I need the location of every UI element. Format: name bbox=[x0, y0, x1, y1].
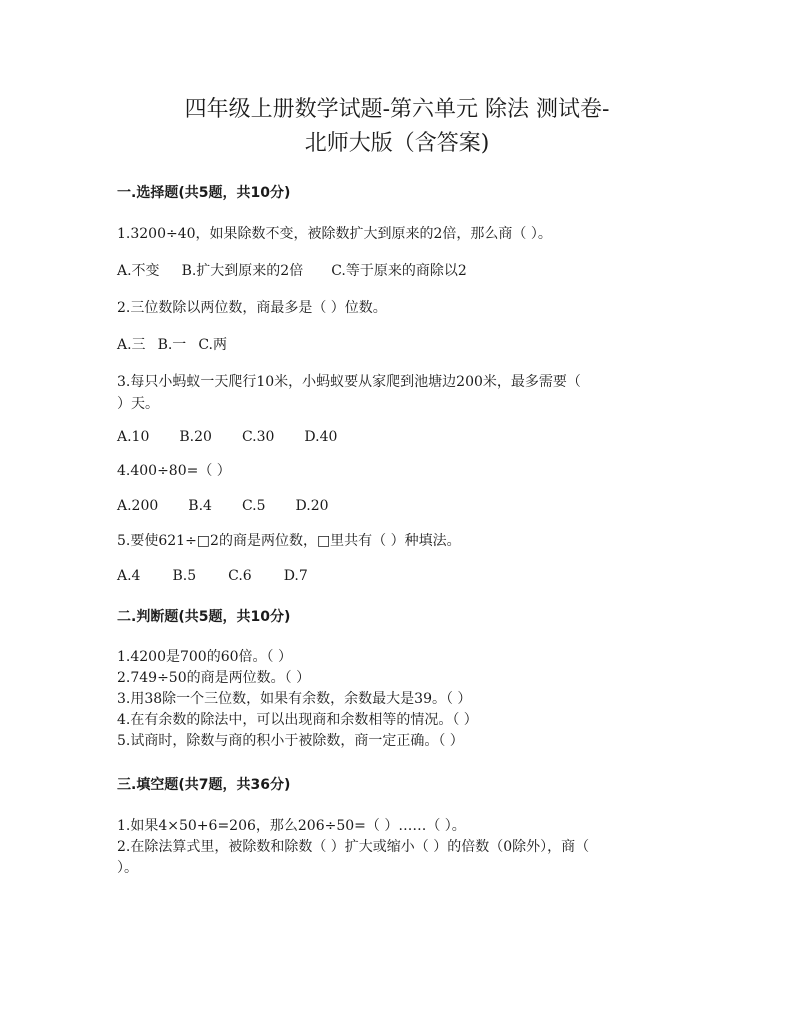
judge-item-5: 5.试商时，除数与商的积小于被除数，商一定正确。（ ） bbox=[117, 733, 464, 749]
option-a: A.200 bbox=[117, 498, 159, 514]
judge-item-1: 1.4200是700的60倍。（ ） bbox=[117, 649, 292, 665]
fill-question-1: 1.如果4×50+6=206，那么206÷50=（ ）……（ ）。 bbox=[117, 818, 466, 834]
option-c: C.6 bbox=[228, 568, 252, 584]
question-1-options bbox=[117, 261, 467, 281]
page-title-line-2: 北师大版（含答案) bbox=[304, 131, 490, 156]
question-2-options bbox=[117, 335, 227, 355]
option-a: A.三 bbox=[117, 337, 146, 353]
question-3-text-line-1: 3.每只小蚂蚁一天爬行10米，小蚂蚁要从家爬到池塘边200米，最多需要（ bbox=[117, 374, 581, 390]
option-b: B.一 bbox=[157, 337, 187, 353]
question-5-options bbox=[117, 566, 308, 586]
question-3-text-line-2: ）天。 bbox=[117, 396, 159, 412]
question-5-text: 5.要使621÷□2的商是两位数，□里共有（ ）种填法。 bbox=[117, 533, 461, 549]
option-c: C.等于原来的商除以2 bbox=[331, 263, 467, 279]
option-b: B.5 bbox=[172, 568, 197, 584]
option-c: C.30 bbox=[241, 429, 275, 445]
question-3-options bbox=[117, 427, 337, 447]
option-c: C.5 bbox=[241, 498, 266, 514]
option-a: A.10 bbox=[117, 429, 150, 445]
question-2-text: 2.三位数除以两位数，商最多是（ ）位数。 bbox=[117, 300, 387, 316]
judge-item-4: 4.在有余数的除法中，可以出现商和余数相等的情况。（ ） bbox=[117, 712, 478, 728]
judge-item-2: 2.749÷50的商是两位数。（ ） bbox=[117, 670, 311, 686]
section-heading-choice: 一.选择题(共5题，共10分) bbox=[117, 185, 291, 201]
question-1-text: 1.3200÷40，如果除数不变，被除数扩大到原来的2倍，那么商（ ）。 bbox=[117, 226, 552, 242]
option-b: B.扩大到原来的2倍 bbox=[181, 263, 304, 279]
option-a: A.不变 bbox=[117, 263, 160, 279]
question-4-options bbox=[117, 496, 329, 516]
option-d: D.20 bbox=[295, 498, 329, 514]
section-heading-fill: 三.填空题(共7题，共36分) bbox=[117, 777, 291, 793]
option-d: D.40 bbox=[304, 429, 338, 445]
section-heading-judge: 二.判断题(共5题，共10分) bbox=[117, 609, 291, 625]
page-title-line-1: 四年级上册数学试题-第六单元 除法 测试卷- bbox=[184, 97, 610, 122]
option-a: A.4 bbox=[117, 568, 141, 584]
judge-item-3: 3.用38除一个三位数，如果有余数，余数最大是39。（ ） bbox=[117, 691, 472, 707]
fill-question-2-line-1: 2.在除法算式里，被除数和除数（ ）扩大或缩小（ ）的倍数（0除外），商（ bbox=[117, 839, 590, 855]
question-4-text: 4.400÷80=（ ） bbox=[117, 463, 231, 479]
fill-question-2-line-2: ）。 bbox=[117, 860, 138, 876]
option-d: D.7 bbox=[283, 568, 308, 584]
option-b: B.20 bbox=[179, 429, 212, 445]
option-b: B.4 bbox=[188, 498, 212, 514]
option-c: C.两 bbox=[198, 337, 227, 353]
